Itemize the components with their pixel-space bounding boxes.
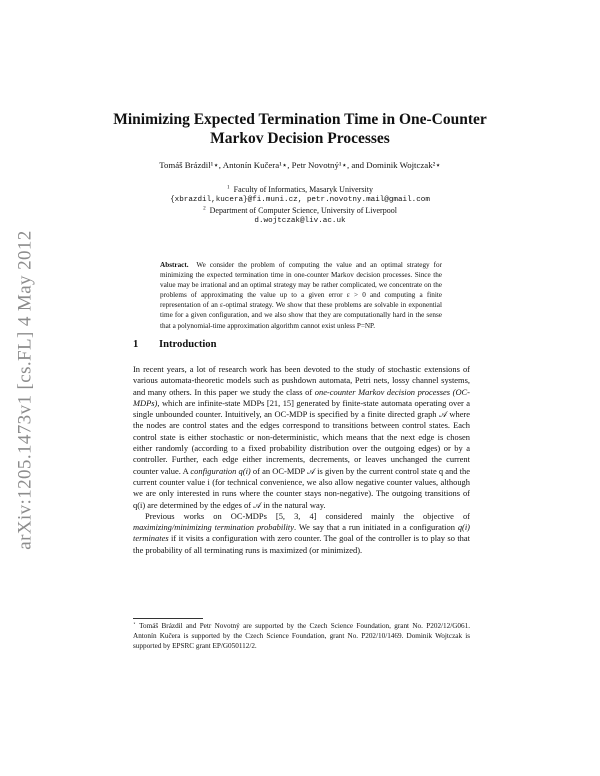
- intro-p2-text-e: if it visits a configuration with zero counter. The goal of the controller is to play so that the probability of all terminating runs is maximized (or minimized).: [133, 533, 470, 555]
- author-list: Tomáš Brázdil¹⋆, Antonín Kučera¹⋆, Petr Novotný¹⋆, and Dominik Wojtczak²⋆: [159, 160, 441, 170]
- affiliation-2-marker: 2: [203, 205, 206, 212]
- affiliation-2: [150, 206, 450, 216]
- intro-paragraph-1: [133, 364, 470, 511]
- section-heading: [133, 339, 217, 350]
- affiliation-1-name: Faculty of Informatics, Masaryk University: [233, 185, 373, 194]
- section-title: Introduction: [159, 339, 217, 350]
- footnote: [133, 621, 470, 651]
- affiliations: [150, 185, 450, 227]
- section-number: 1: [133, 339, 139, 350]
- intro-paragraph-2: [133, 511, 470, 556]
- intro-p1-emph-term: one-counter Markov decision processes (OC-MDPs): [133, 386, 470, 408]
- footnote-rule: [133, 618, 203, 619]
- affiliation-1-marker: 1: [227, 184, 230, 191]
- abstract: [160, 260, 442, 331]
- footnote-text: Tomáš Brázdil and Petr Novotný are supported by the Czech Science Foundation, grant No. P202/12/G061. Antonín Kučera is supported by the Czech Science Foundation, grant No. P202/10/1469. Dominik Wojtczak is supported by EPSRC grant EP/G050112/2.: [133, 622, 471, 651]
- paper-title: Minimizing Expected Termination Time in One-Counter Markov Decision Processes: [113, 111, 487, 147]
- intro-p2-emph-terminates: q(i) terminates: [133, 522, 470, 544]
- affiliation-2-email[interactable]: d.wojtczak@liv.ac.uk: [254, 217, 346, 226]
- intro-p2-emph-objective: maximizing/minimizing termination probability: [133, 522, 295, 533]
- intro-p2-text-c: . We say that a run initiated in a configuration: [294, 522, 458, 533]
- affiliation-1-email[interactable]: {xbrazdil,kucera}@fi.muni.cz, petr.novotny.mail@gmail.com: [170, 196, 430, 205]
- abstract-text: We consider the problem of computing the value and an optimal strategy for minimizing the expected termination time in one-counter Markov decision processes. Since the value may be irrational and an optimal strategy may be rather complicated, we concentrate on the problems of approximating the value up to a given error ε > 0 and computing a finite representation of an ε-optimal strategy. We show that these problems are solvable in exponential time for a given configuration, and we also show that they are computationally hard in the sense that a polynomial-time approximation algorithm cannot exist unless P=NP.: [160, 261, 442, 330]
- abstract-label: Abstract.: [160, 261, 189, 269]
- affiliation-2-name: Department of Computer Science, University of Liverpool: [209, 205, 397, 215]
- footnote-marker: ⋆: [133, 621, 136, 627]
- introduction-body: [133, 364, 470, 556]
- affiliation-1: [150, 185, 450, 195]
- arxiv-stamp: [6, 190, 46, 590]
- intro-p1-text-a: In recent years, a lot of research work has been devoted to the study of stochastic extensions of various automata-theoretic models such as pushdown automata, Petri nets, lossy channel systems, and many others. In this paper we study the class of: [133, 364, 470, 397]
- arxiv-stamp-text: arXiv:1205.1473v1 [cs.FL] 4 May 2012: [15, 230, 37, 550]
- intro-p2-text-a: Previous works on OC-MDPs [5, 3, 4] considered mainly the objective of: [145, 510, 470, 521]
- intro-p1-emph-configuration: configuration q(i): [190, 465, 251, 476]
- intro-p1-text-e: of an OC-MDP 𝒜 is given by the current control state q and the current counter value i (for technical convenience, we also allow negative counter values, although we are only interested in runs where the counter stays non-negative). The outgoing transitions of q(i) are determined by the edges of 𝒜 in the natural way.: [133, 465, 470, 510]
- intro-p1-text-c: , which are infinite-state MDPs [21, 15] generated by finite-state automata operating over a single unbounded counter. Intuitively, an OC-MDP is specified by a finite directed graph 𝒜 where the nodes are control states and the edges correspond to transitions between control states. Each control state is either stochastic or non-deterministic, which means that the next edge is chosen either randomly (according to a fixed probability distribution over the outgoing edges) or by a controller. Further, each edge either increments, decrements, or leaves unchanged the current counter value. A: [133, 397, 470, 476]
